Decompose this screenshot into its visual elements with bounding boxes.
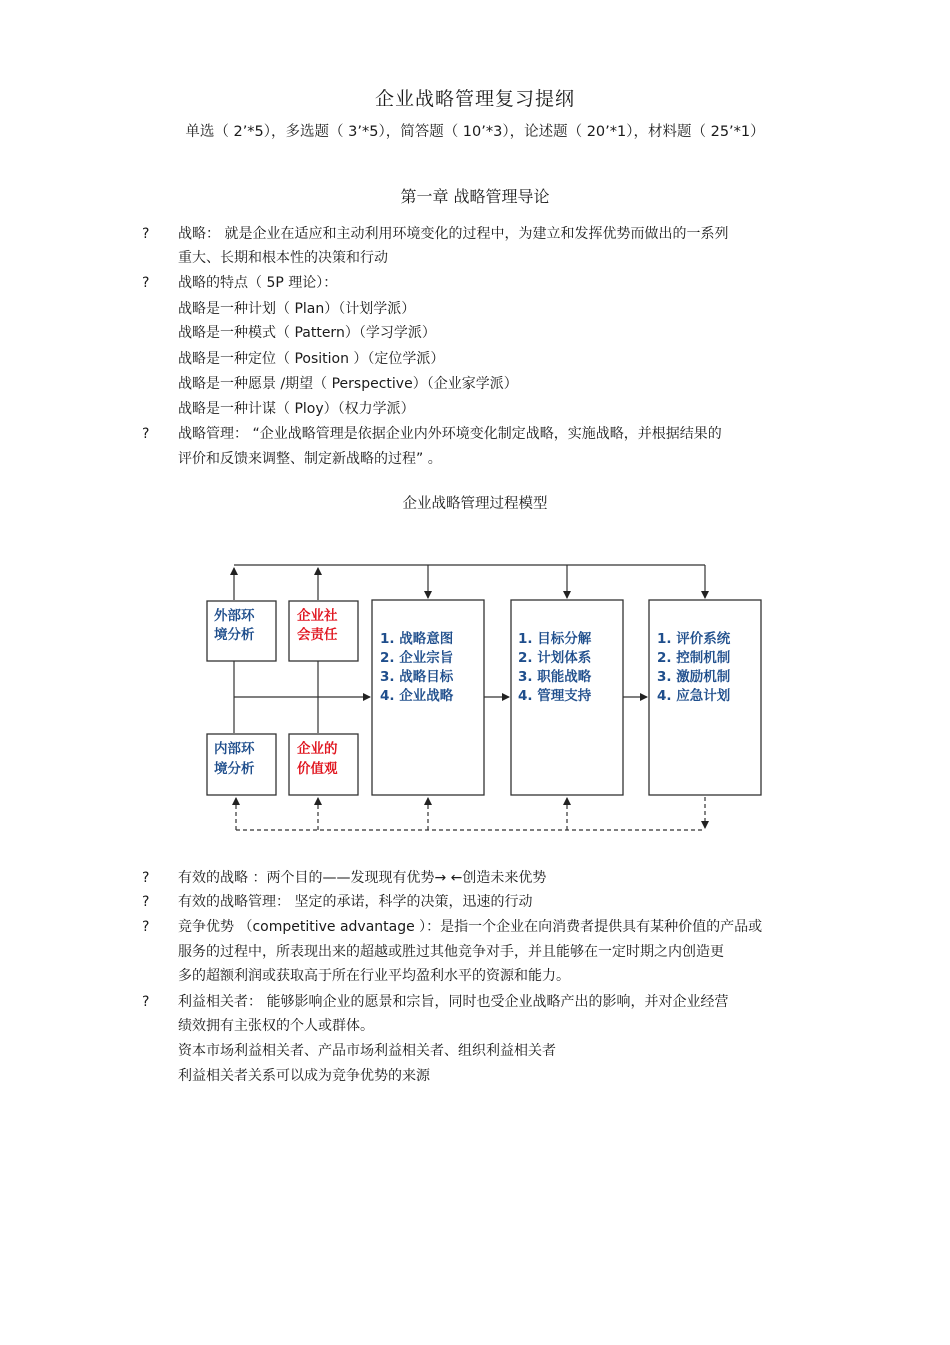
- competitive-advantage-line2: 服务的过程中，所表现出来的超越或胜过其他竞争对手，并且能够在一定时期之内创造更: [178, 944, 724, 960]
- evaluation-item-4: 4. 应急计划: [657, 688, 731, 704]
- formulation-item-1: 1. 战略意图: [380, 631, 454, 647]
- effective-management-line: 有效的战略管理： 坚定的承诺，科学的决策，迅速的行动: [178, 894, 533, 910]
- bullet-mark: ?: [142, 426, 150, 442]
- stakeholder-line3: 资本市场利益相关者、产品市场利益相关者、组织利益相关者: [178, 1043, 556, 1059]
- external-environment-label-1: 外部环: [214, 608, 255, 624]
- competitive-advantage-line3: 多的超额利润或获取高于所在行业平均盈利水平的资源和能力。: [178, 968, 570, 984]
- bullet-mark: ?: [142, 275, 150, 291]
- stakeholder-line4: 利益相关者关系可以成为竞争优势的来源: [178, 1068, 430, 1084]
- document-title: 企业战略管理复习提纲: [374, 88, 575, 110]
- 5p-item-pattern: 战略是一种模式（ Pattern）（学习学派）: [178, 325, 436, 341]
- 5p-item-position: 战略是一种定位（ Position ）（定位学派）: [178, 351, 445, 367]
- corporate-values-label-1: 企业的: [297, 741, 338, 757]
- bullet-mark: ?: [142, 994, 150, 1010]
- 5p-item-plan: 战略是一种计划（ Plan）（计划学派）: [178, 301, 416, 317]
- strategic-management-line1: 战略管理： “企业战略管理是依据企业内外环境变化制定战略，实施战略，并根据结果的: [178, 426, 722, 442]
- 5p-item-ploy: 战略是一种计谋（ Ploy）（权力学派）: [178, 401, 415, 417]
- implementation-item-1: 1. 目标分解: [518, 631, 592, 647]
- strategy-5p-heading: 战略的特点（ 5P 理论）：: [178, 275, 338, 291]
- evaluation-item-1: 1. 评价系统: [657, 631, 731, 647]
- external-environment-label-2: 境分析: [214, 627, 255, 643]
- stakeholder-line2: 绩效拥有主张权的个人或群体。: [178, 1018, 374, 1034]
- competitive-advantage-line1: 竞争优势 （competitive advantage ）：是指一个企业在向消费者提供具有某种价值的产品或: [178, 919, 763, 935]
- social-responsibility-label-2: 会责任: [297, 627, 338, 643]
- bullet-mark: ?: [142, 894, 150, 910]
- formulation-item-4: 4. 企业战略: [380, 688, 454, 704]
- strategic-management-line2: 评价和反馈来调整、制定新战略的过程” 。: [178, 451, 442, 467]
- effective-strategy-line: 有效的战略 ：两个目的——发现现有优势→ ←创造未来优势: [178, 870, 547, 886]
- strategy-definition-line1: 战略： 就是企业在适应和主动利用环境变化的过程中，为建立和发挥优势而做出的一系列: [178, 226, 729, 242]
- formulation-item-3: 3. 战略目标: [380, 669, 454, 685]
- exam-format-line: 单选（ 2’*5），多选题（ 3’*5），简答题（ 10’*3），论述题（ 20’*1），材料题（ 25’*1）: [185, 124, 765, 140]
- corporate-values-label-2: 价值观: [297, 761, 338, 777]
- evaluation-item-3: 3. 激励机制: [657, 669, 731, 685]
- internal-environment-label-2: 境分析: [214, 761, 255, 777]
- internal-environment-label-1: 内部环: [214, 741, 255, 757]
- implementation-item-3: 3. 职能战略: [518, 669, 592, 685]
- chapter-heading: 第一章 战略管理导论: [400, 187, 550, 206]
- implementation-item-2: 2. 计划体系: [518, 650, 592, 666]
- strategy-definition-line2: 重大、长期和根本性的决策和行动: [178, 250, 388, 266]
- bottom-dashed-feedback: [236, 797, 705, 830]
- diagram-title: 企业战略管理过程模型: [402, 496, 548, 512]
- top-feedback-line: [234, 565, 705, 600]
- implementation-item-4: 4. 管理支持: [518, 688, 592, 704]
- bullet-mark: ?: [142, 919, 150, 935]
- stakeholder-line1: 利益相关者： 能够影响企业的愿景和宗旨，同时也受企业战略产出的影响，并对企业经营: [178, 994, 729, 1010]
- 5p-item-perspective: 战略是一种愿景 /期望（ Perspective）（企业家学派）: [178, 376, 518, 392]
- bullet-mark: ?: [142, 226, 150, 242]
- social-responsibility-label-1: 企业社: [297, 608, 338, 624]
- evaluation-item-2: 2. 控制机制: [657, 650, 731, 666]
- bullet-mark: ?: [142, 870, 150, 886]
- formulation-item-2: 2. 企业宗旨: [380, 650, 454, 666]
